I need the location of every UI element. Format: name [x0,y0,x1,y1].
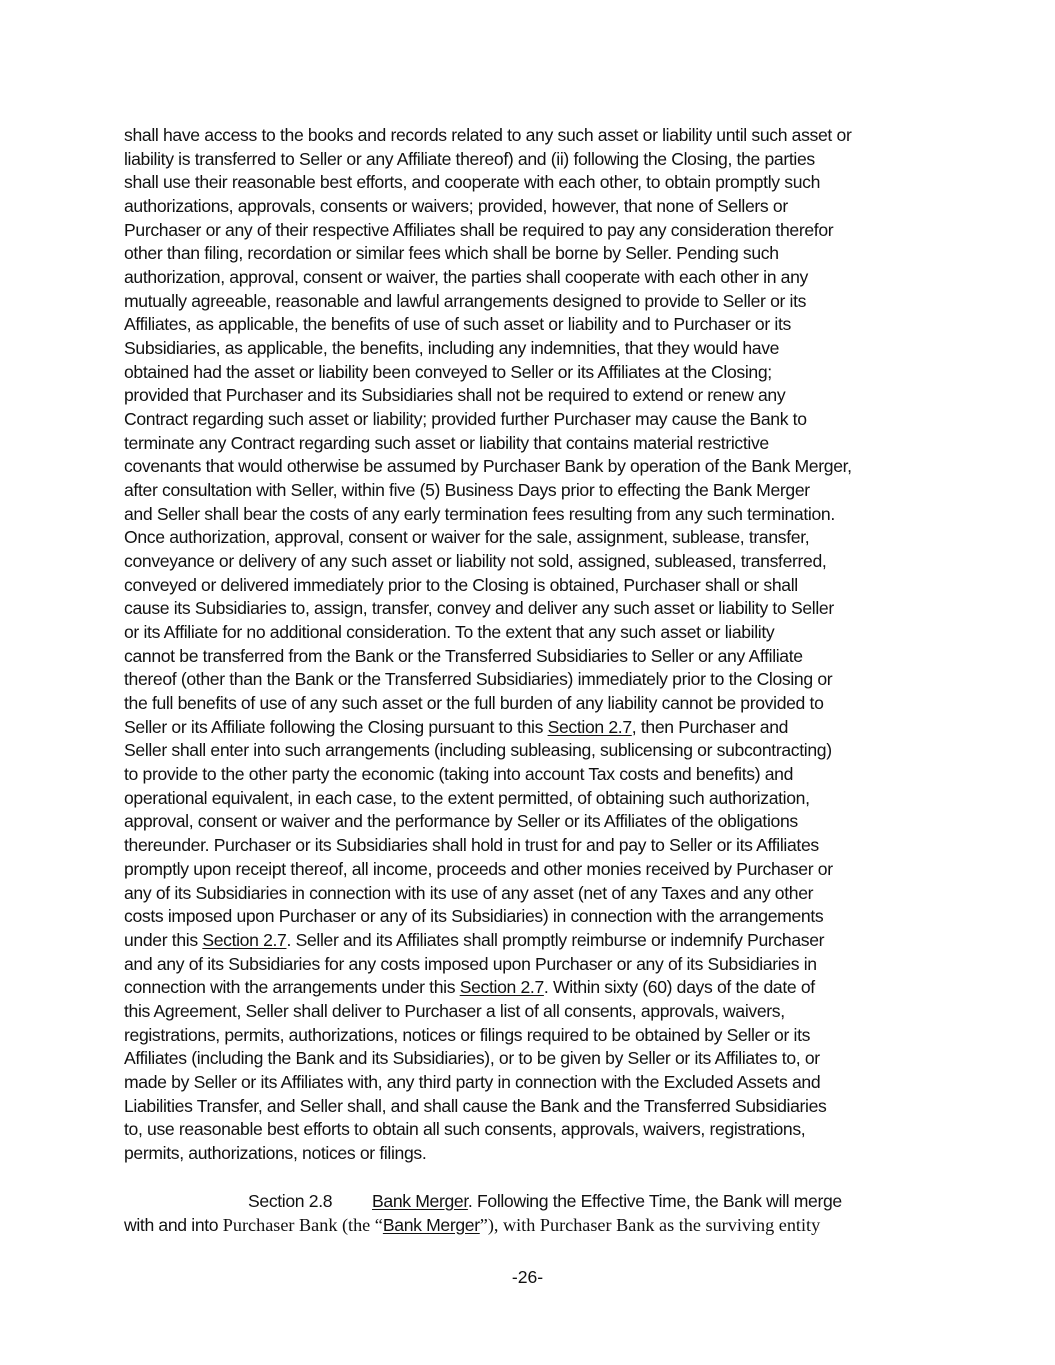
text-line: registrations, permits, authorizations, notices or filings required to be obtained by Seller or its [124,1024,811,1045]
text-line: mutually agreeable, reasonable and lawful arrangements designed to provide to Seller or its [124,290,807,311]
text-line: Purchaser or any of their respective Affiliates shall be required to pay any consideration therefor [124,219,834,240]
text-line: permits, authorizations, notices or filings. [124,1142,427,1163]
text-line: and any of its Subsidiaries for any costs imposed upon Purchaser or any of its Subsidiaries in [124,953,817,974]
text-line [124,976,930,1000]
text-line: made by Seller or its Affiliates with, any third party in connection with the Excluded Assets and [124,1071,821,1092]
text-line: to provide to the other party the economic (taking into account Tax costs and benefits) and [124,764,794,785]
text-line: cause its Subsidiaries to, assign, transfer, convey and deliver any such asset or liability to Seller [124,598,834,619]
text-line: costs imposed upon Purchaser or any of its Subsidiaries) in connection with the arrangements [124,906,824,927]
text-fragment: . Seller and its Affiliates shall promptly reimburse or indemnify Purchaser [286,929,825,950]
text-line: authorizations, approvals, consents or waivers; provided, however, that none of Sellers or [124,196,788,217]
text-line: or its Affiliate for no additional consideration. To the extent that any such asset or liability [124,622,775,643]
text-line: to, use reasonable best efforts to obtain all such consents, approvals, waivers, registrations, [124,1119,806,1140]
text-line: Seller shall enter into such arrangements (including subleasing, sublicensing or subcontracting) [124,740,832,761]
text-line: Subsidiaries, as applicable, the benefits, including any indemnities, that they would have [124,338,780,359]
text-fragment: connection with the arrangements under this [124,977,460,998]
text-fragment: Purchaser Bank (the “ [222,1214,383,1235]
text-line: thereunder. Purchaser or its Subsidiaries shall hold in trust for and pay to Seller or its Affiliates [124,835,819,856]
text-line: promptly upon receipt thereof, all income, proceeds and other monies received by Purchaser or [124,858,833,879]
page-number: -26- [511,1267,544,1287]
text-line: obtained had the asset or liability been conveyed to Seller or its Affiliates at the Closing; [124,361,772,382]
text-line: and Seller shall bear the costs of any early termination fees resulting from any such termination. [124,503,835,524]
section-reference-link[interactable]: Section 2.7 [202,929,287,950]
text-line: shall use their reasonable best efforts, and cooperate with each other, to obtain promptly such [124,172,821,193]
section-title: Bank Merger [372,1191,468,1211]
text-line: terminate any Contract regarding such asset or liability that contains material restrictive [124,432,769,453]
text-line: Affiliates, as applicable, the benefits of use of such asset or liability and to Purchaser or its [124,314,791,335]
text-line: operational equivalent, in each case, to the extent permitted, of obtaining such authorization, [124,787,810,808]
text-line [124,929,930,953]
text-line: Affiliates (including the Bank and its Subsidiaries), or to be given by Seller or its Affiliates to, or [124,1048,820,1069]
text-line: conveyed or delivered immediately prior to the Closing is obtained, Purchaser shall or shall [124,574,798,595]
text-line: this Agreement, Seller shall deliver to Purchaser a list of all consents, approvals, waivers, [124,1000,785,1021]
section-reference-link[interactable]: Section 2.7 [459,977,544,998]
text-fragment: with and into [124,1214,223,1235]
text-fragment: ”), with Purchaser Bank as the surviving entity [479,1214,821,1235]
text-fragment: Seller or its Affiliate following the Closing pursuant to this [124,716,548,737]
text-line: cannot be transferred from the Bank or the Transferred Subsidiaries to Seller or any Affiliate [124,645,803,666]
text-fragment: under this [124,929,203,950]
text-line: after consultation with Seller, within five (5) Business Days prior to effecting the Bank Merger [124,480,810,501]
text-line: shall have access to the books and records related to any such asset or liability until such asset or [124,125,852,145]
text-line [124,1190,930,1214]
text-line: liability is transferred to Seller or any Affiliate thereof) and (ii) following the Closing, the parties [124,148,815,169]
defined-term: Bank Merger [382,1214,480,1235]
text-line: Liabilities Transfer, and Seller shall, and shall cause the Bank and the Transferred Subsidiaries [124,1095,827,1116]
text-line: Once authorization, approval, consent or waiver for the sale, assignment, sublease, transfer, [124,527,810,548]
text-line [124,716,930,740]
text-line: Contract regarding such asset or liability; provided further Purchaser may cause the Bank to [124,409,807,430]
text-line: authorization, approval, consent or waiver, the parties shall cooperate with each other in any [124,267,808,288]
section-number: Section 2.8 [248,1191,333,1211]
text-line: approval, consent or waiver and the performance by Seller or its Affiliates of the obligations [124,811,798,832]
text-fragment: . Within sixty (60) days of the date of [543,977,815,998]
section-2-8-paragraph [124,1190,930,1237]
text-line [124,1214,930,1238]
text-line: thereof (other than the Bank or the Transferred Subsidiaries) immediately prior to the Closing or [124,669,833,690]
text-fragment: . Following the Effective Time, the Bank will merge [467,1191,842,1211]
text-line: provided that Purchaser and its Subsidiaries shall not be required to extend or renew any [124,385,786,406]
section-reference-link[interactable]: Section 2.7 [547,716,632,737]
text-fragment: , then Purchaser and [631,716,789,737]
text-line: covenants that would otherwise be assumed by Purchaser Bank by operation of the Bank Merger, [124,456,852,477]
text-line: conveyance or delivery of any such asset or liability not sold, assigned, subleased, transferred, [124,551,827,572]
body-paragraph [124,124,930,1166]
text-line: any of its Subsidiaries in connection with its use of any asset (net of any Taxes and any other [124,882,814,903]
text-line: other than filing, recordation or similar fees which shall be borne by Seller. Pending such [124,243,779,264]
text-line: the full benefits of use of any such asset or the full burden of any liability cannot be provided to [124,693,824,714]
